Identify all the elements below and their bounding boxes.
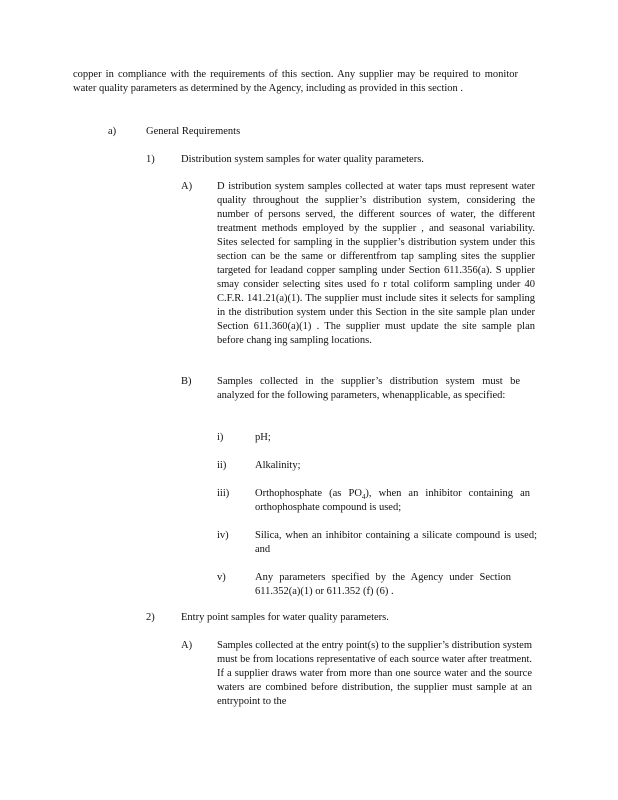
intro-paragraph: copper in compliance with the requirements of this section. Any supplier may be required to monitor water quality parameters as determined by the Agency, including as provided in this section .: [73, 69, 518, 94]
list-item-text: Any parameters specified by the Agency under Section 611.352(a)(1) or 611.352 (f) (6) .: [255, 572, 511, 597]
list-item-text: [255, 487, 530, 515]
item-1a-text: D istribution system samples collected at water taps must represent water quality throughout the supplier’s distribution system, considering the number of persons served, the different sources of water, the different treatment methods employed by the supplier , and seasonal variability. Sites selected for sampling in the supplier’s distribution system under this section can be the same or differentfrom tap sampling sites the supplier targeted for leadand copper sampling under Section 611.356(a). S upplier smay consider selecting sites used fo r total coliform sampling under 40 C.F.R. 141.21(a)(1). The supplier must include sites it selects for sampling in the distribution system under this Section in the site sample plan under Section 611.360(a)(1) . The supplier must update the site sample plan before chang ing sampling locations.: [217, 181, 535, 346]
subsection-2-heading: Entry point samples for water quality parameters.: [181, 612, 389, 623]
orthophosphate-text-end: ), when an inhibitor containing an orthophosphate compound is used;: [255, 488, 530, 513]
list-item-label: ii): [217, 460, 227, 471]
subsection-2-label: 2): [146, 612, 155, 623]
list-item-label: v): [217, 572, 226, 583]
item-1a-label: A): [181, 181, 193, 192]
list-item-text: Silica, when an inhibitor containing a silicate compound is used; and: [255, 530, 537, 555]
item-2a-label: A): [181, 640, 193, 651]
list-item-text: pH;: [255, 432, 271, 443]
item-1b-text: Samples collected in the supplier’s distribution system must be analyzed for the following parameters, whenapplicable, as specified:: [217, 376, 520, 401]
list-item-label: iv): [217, 530, 229, 541]
list-item-label: i): [217, 432, 224, 443]
subsection-1-label: 1): [146, 154, 155, 165]
subscript-4: 4: [361, 493, 366, 502]
list-item-text: Alkalinity;: [255, 460, 301, 471]
orthophosphate-text-start: Orthophosphate (as PO: [255, 488, 362, 499]
section-a-heading: General Requirements: [146, 126, 241, 137]
item-1b-label: B): [181, 376, 192, 387]
item-2a-text: Samples collected at the entry point(s) to the supplier’s distribution system must be from locations representative of each source water after treatment. If a supplier draws water from more than one source water and the source waters are combined before distribution, the supplier must sample at an entrypoint to the: [217, 640, 532, 707]
list-item-label: iii): [217, 488, 230, 499]
subsection-1-heading: Distribution system samples for water quality parameters.: [181, 154, 424, 165]
section-a-label: a): [108, 126, 117, 137]
